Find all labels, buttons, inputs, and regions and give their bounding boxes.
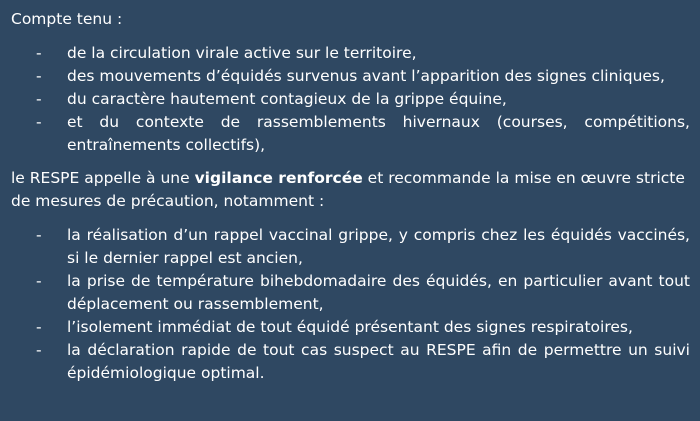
list-item — [11, 42, 690, 65]
list-item — [11, 270, 690, 316]
list-item-text: des mouvements d’équidés survenus avant l’apparition des signes cliniques, — [67, 67, 665, 85]
bullet-dash: - — [36, 44, 42, 62]
list-item — [11, 224, 690, 270]
bullet-dash: - — [36, 113, 42, 131]
list-item-text: de la circulation virale active sur le territoire, — [67, 44, 417, 62]
list-item-text: la déclaration rapide de tout cas suspect au RESPE afin de permettre un suivi épidémiologique optimal. — [67, 341, 690, 382]
measures-list — [11, 224, 690, 385]
recommendation-paragraph — [11, 167, 690, 213]
bullet-dash: - — [36, 318, 42, 336]
bullet-dash: - — [36, 67, 42, 85]
recommendation-lead: le RESPE appelle à une — [11, 169, 195, 187]
list-item-text: l’isolement immédiat de tout équidé présentant des signes respiratoires, — [67, 318, 633, 336]
context-list — [11, 42, 690, 157]
list-item-text: et du contexte de rassemblements hivernaux (courses, compétitions, entraînements collectifs), — [67, 113, 690, 154]
list-item — [11, 111, 690, 157]
list-item-text: du caractère hautement contagieux de la grippe équine, — [67, 90, 507, 108]
list-item — [11, 339, 690, 385]
list-item — [11, 65, 690, 88]
list-item-text: la prise de température bihebdomadaire des équidés, en particulier avant tout déplacement ou rassemblement, — [67, 272, 690, 313]
recommendation-rest: et recommande la mise en œuvre stricte de mesures de précaution, notamment : — [11, 169, 685, 210]
list-item — [11, 88, 690, 111]
bullet-dash: - — [36, 226, 42, 244]
intro-text: Compte tenu : — [11, 10, 123, 28]
vigilance-highlight: vigilance renforcée — [194, 169, 363, 187]
bullet-dash: - — [36, 90, 42, 108]
list-item-text: la réalisation d’un rappel vaccinal grippe, y compris chez les équidés vaccinés, si le dernier rappel est ancien, — [67, 226, 690, 267]
bullet-dash: - — [36, 341, 42, 359]
bullet-dash: - — [36, 272, 42, 290]
list-item — [11, 316, 690, 339]
